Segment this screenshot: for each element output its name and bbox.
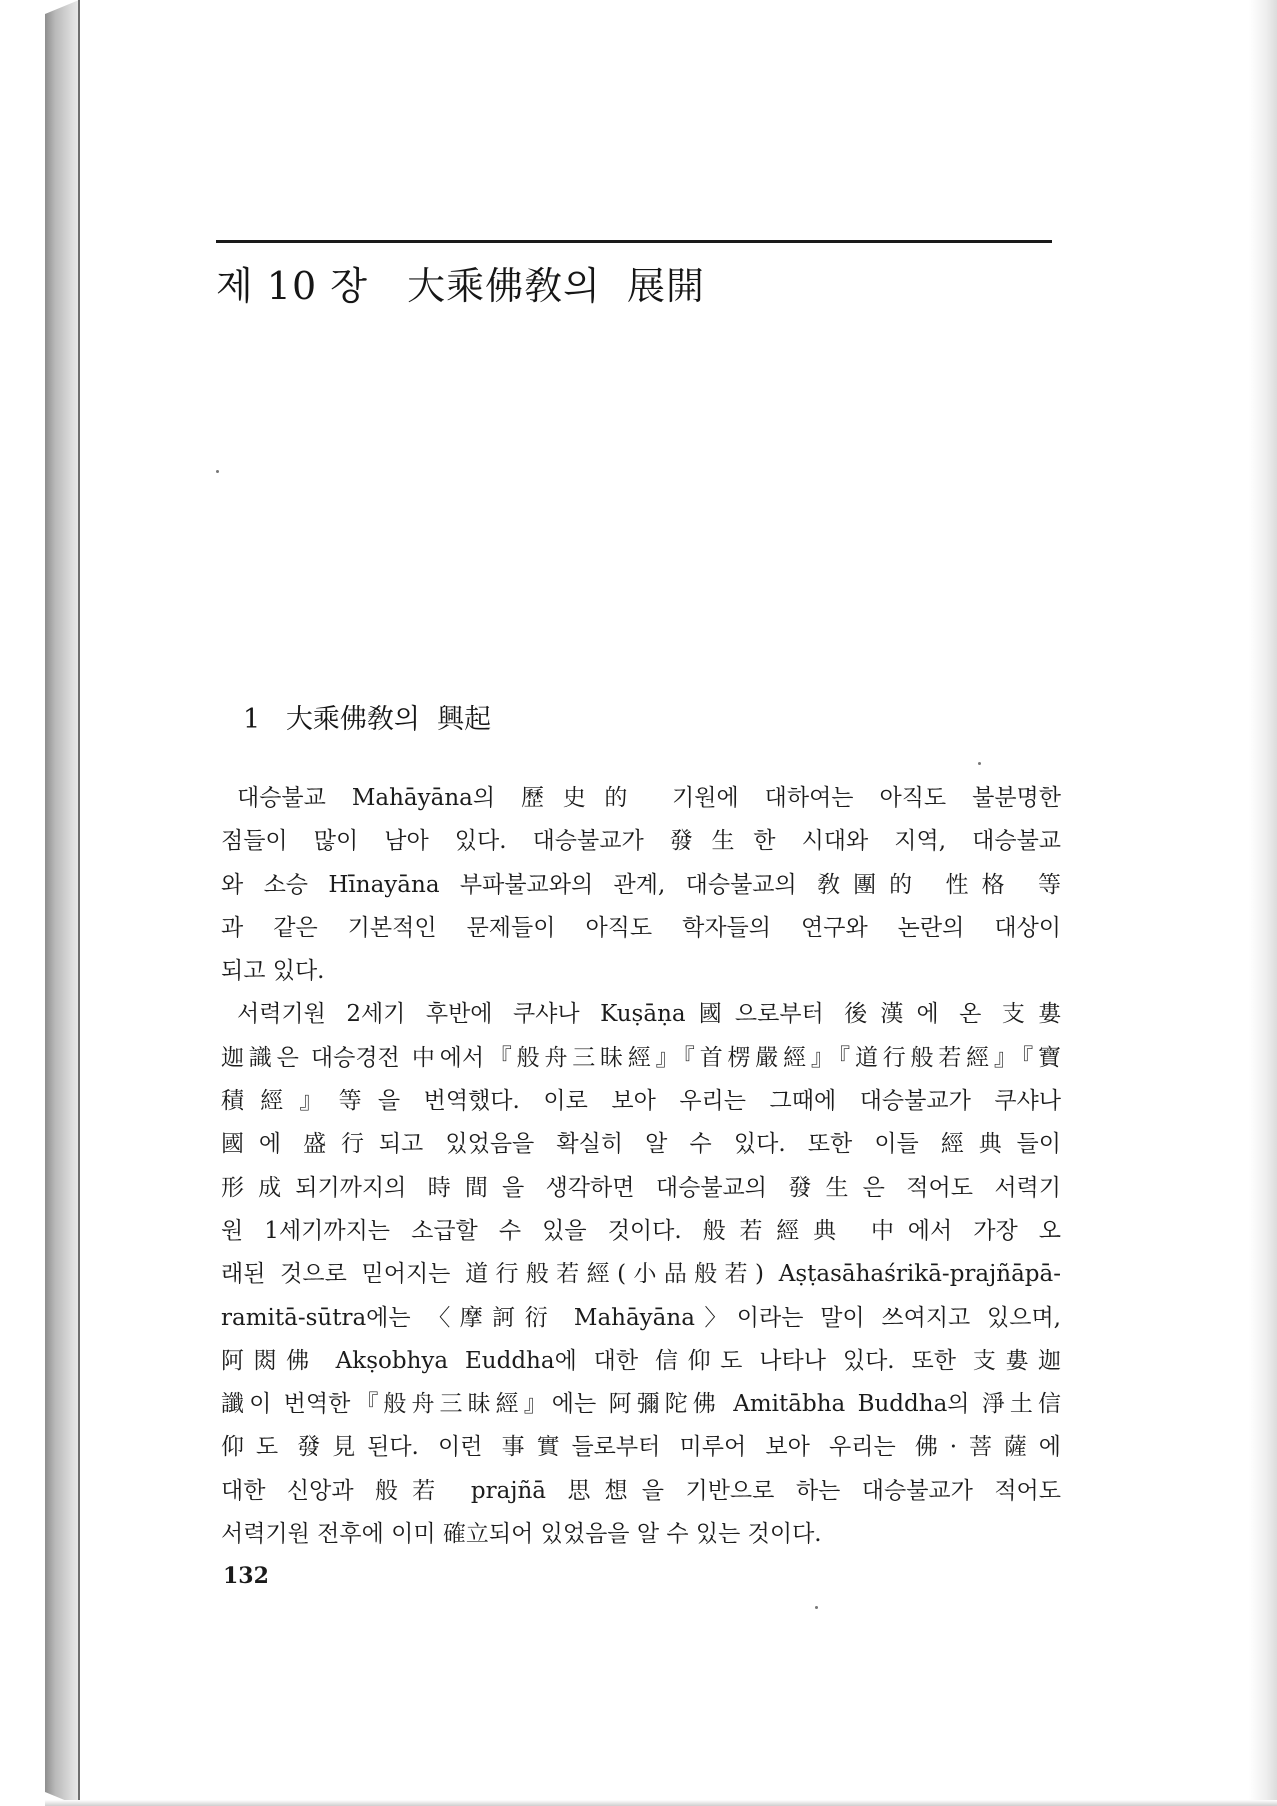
page-bottom-edge xyxy=(45,1800,1277,1806)
body-line: 과 같은 기본적인 문제들이 아직도 학자들의 연구와 논란의 대상이 xyxy=(221,914,1061,941)
body-line: 서력기원 전후에 이미 確立되어 있었음을 알 수 있는 것이다. xyxy=(221,1521,822,1548)
body-text xyxy=(221,777,1061,1556)
body-line: 阿閦佛 Akṣobhya Euddha에 대한 信仰도 나타나 있다. 또한 支婁迦 xyxy=(221,1347,1061,1374)
body-line: 대한 신앙과 般若 prajñā 思想을 기반으로 하는 대승불교가 적어도 xyxy=(221,1477,1061,1504)
body-line: 원 1세기까지는 소급할 수 있을 것이다. 般若經典 中에서 가장 오 xyxy=(221,1217,1061,1244)
body-line: 래된 것으로 믿어지는 道行般若經(小品般若) Aṣṭasāhaśrikā-prajñāpā- xyxy=(221,1261,1061,1288)
body-line: 迦識은 대승경전 中에서『般舟三昧經』『首楞嚴經』『道行般若經』『寶 xyxy=(221,1044,1061,1071)
body-line: 서력기원 2세기 후반에 쿠샤나 Kuṣāṇa國으로부터 後漢에 온 支婁 xyxy=(237,1001,1061,1028)
body-line: 讖이 번역한『般舟三昧經』에는 阿彌陀佛 Amitābha Buddha의 淨土信 xyxy=(221,1391,1061,1418)
body-line: 國에 盛行되고 있었음을 확실히 알 수 있다. 또한 이들 經典들이 xyxy=(221,1131,1061,1158)
body-line: 대승불교 Mahāyāna의 歷史的 기원에 대하여는 아직도 불분명한 xyxy=(237,785,1061,811)
section-heading: 1 大乘佛敎의 興起 xyxy=(243,704,492,735)
page-right-edge xyxy=(1249,0,1277,1806)
body-line: 되고 있다. xyxy=(221,958,325,985)
body-line: 形成되기까지의 時間을 생각하면 대승불교의 發生은 적어도 서력기 xyxy=(221,1174,1061,1201)
body-line: 仰도 發見된다. 이런 事實들로부터 미루어 보아 우리는 佛·菩薩에 xyxy=(221,1434,1061,1461)
chapter-title: 제 10 장 大乘佛敎의 展開 xyxy=(216,264,706,308)
body-line: 積經』等을 번역했다. 이로 보아 우리는 그때에 대승불교가 쿠샤나 xyxy=(221,1088,1061,1115)
scan-speck xyxy=(216,470,219,473)
chapter-rule xyxy=(216,240,1052,243)
scan-speck xyxy=(815,1606,818,1609)
page-number: 132 xyxy=(223,1563,269,1589)
body-line: ramitā-sūtra에는 〈摩訶衍 Mahāyāna〉이라는 말이 쓰여지고 있으며, xyxy=(221,1304,1061,1331)
body-line: 점들이 많이 남아 있다. 대승불교가 發生한 시대와 지역, 대승불교 xyxy=(221,828,1061,855)
book-spine-edge xyxy=(45,0,79,1806)
body-line: 와 소승 Hīnayāna 부파불교와의 관계, 대승불교의 敎團的 性格 等 xyxy=(221,871,1061,898)
scan-speck xyxy=(978,762,981,765)
